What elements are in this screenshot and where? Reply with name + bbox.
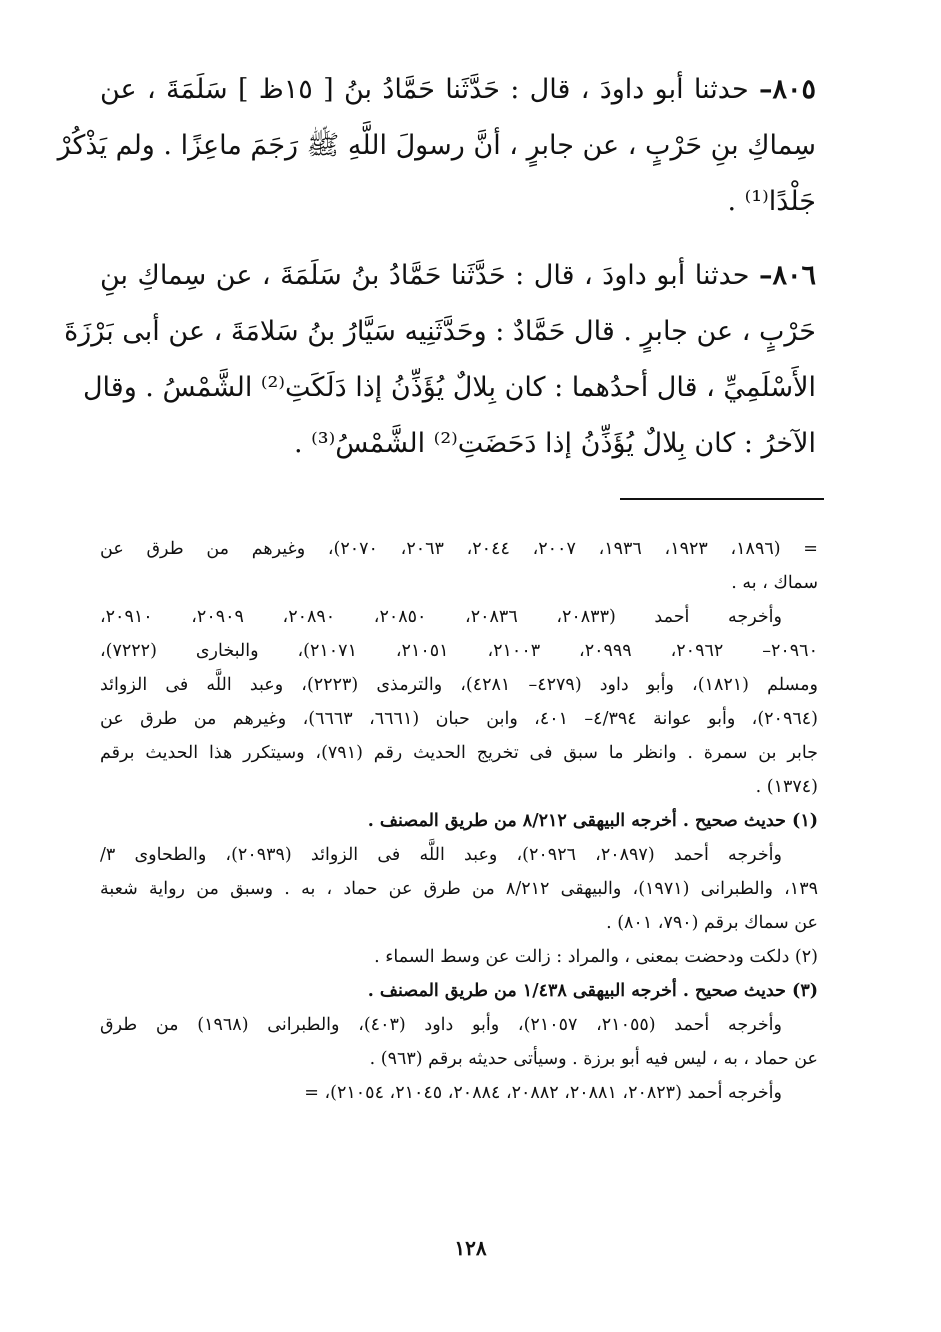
footnote-line: جابر بن سمرة . وانظر ما سبق فى تخريج الحديث رقم (٧٩١)، وسيتكرر هذا الحديث برقم bbox=[100, 743, 818, 763]
footnote-line: ٢٠٩٦٠– ٢٠٩٦٢، ٢٠٩٩٩، ٢١٠٠٣، ٢١٠٥١، ٢١٠٧١)، والبخارى (٧٢٢٢)، bbox=[100, 641, 818, 661]
footnote-line: ١٣٩، والطبرانى (١٩٧١)، والبيهقى ٨/٢١٢ من طرق عن حماد ، به . وسبق من رواية شعبة bbox=[100, 879, 818, 899]
footnote-line: ومسلم (١٨٢١)، وأبو داود (٤٢٧٩– ٤٢٨١)، والترمذى (٢٢٢٣)، وعبد اللَّه فى الزوائد bbox=[100, 675, 818, 695]
hadith-number: ٨٠٥– bbox=[758, 74, 816, 105]
footnote-line: عن سماك برقم (٧٩٠، ٨٠١) . bbox=[606, 913, 818, 933]
footnote-line: (١٣٧٤) . bbox=[755, 777, 818, 797]
footnote-line: وأخرجه أحمد (٢٠٨٩٧، ٢٠٩٢٦)، وعبد اللَّه فى الزوائد (٢٠٩٣٩)، والطحاوى ٣/ bbox=[100, 845, 782, 865]
footnotes bbox=[100, 532, 818, 1110]
footnote-divider bbox=[620, 498, 824, 500]
footnote-line: (٢٠٩٦٤)، وأبو عوانة ٤/٣٩٤– ٤٠١، وابن حبان (٦٦٦١، ٦٦٦٣)، وغيرهم من طرق عن bbox=[100, 709, 818, 729]
footnote-3: (٣) حديث صحيح . أخرجه البيهقى ١/٤٣٨ من طريق المصنف . bbox=[367, 981, 818, 1001]
page-number: ١٢٨ bbox=[454, 1236, 487, 1260]
hadith-line: الآخرُ : كان بِلالٌ يُؤَذِّنُ إذا دَحَضَتِ⁽²⁾ الشَّمْسُ⁽³⁾ . bbox=[294, 428, 816, 459]
footnote-1: (١) حديث صحيح . أخرجه البيهقى ٨/٢١٢ من طريق المصنف . bbox=[367, 811, 818, 831]
hadith-line: ٨٠٦– حدثنا أبو داودَ ، قال : حَدَّثَنا حَمَّادُ بنُ سَلَمَةَ ، عن سِماكِ بنِ bbox=[100, 260, 816, 291]
hadith-line: ٨٠٥– حدثنا أبو داودَ ، قال : حَدَّثَنا حَمَّادُ بنُ [ ١٥ظ ] سَلَمَةَ ، عن bbox=[100, 74, 816, 105]
footnote-line: وأخرجه أحمد (٢٠٨٢٣، ٢٠٨٨١، ٢٠٨٨٢، ٢٠٨٨٤، ٢١٠٤٥، ٢١٠٥٤)، = bbox=[304, 1083, 782, 1103]
footnote-2: (٢) دلكت ودحضت بمعنى ، والمراد : زالت عن وسط السماء . bbox=[374, 947, 818, 967]
hadith-line: جَلْدًا⁽¹⁾ . bbox=[727, 186, 816, 217]
footnote-line: سماك ، به . bbox=[731, 573, 818, 593]
main-text bbox=[57, 62, 816, 490]
footnote-line: وأخرجه أحمد (٢٠٨٣٣، ٢٠٨٣٦، ٢٠٨٥٠، ٢٠٨٩٠، ٢٠٩٠٩، ٢٠٩١٠، bbox=[100, 607, 782, 627]
footnote-line: وأخرجه أحمد (٢١٠٥٥، ٢١٠٥٧)، وأبو داود (٤٠٣)، والطبرانى (١٩٦٨) من طرق bbox=[100, 1015, 782, 1035]
hadith-805 bbox=[57, 62, 816, 230]
hadith-number: ٨٠٦– bbox=[758, 260, 816, 291]
hadith-line: الأَسْلَمِيِّ ، قال أحدُهما : كان بِلالٌ يُؤَذِّنُ إذا دَلَكَتِ⁽²⁾ الشَّمْسُ . وقال bbox=[82, 372, 816, 403]
hadith-line: سِماكِ بنِ حَرْبٍ ، عن جابرٍ ، أنَّ رسولَ اللَّهِ ﷺ رَجَمَ ماعِزًا . ولم يَذْكُرْ bbox=[57, 130, 816, 161]
footnote-line: = (١٨٩٦، ١٩٢٣، ١٩٣٦، ٢٠٠٧، ٢٠٤٤، ٢٠٦٣، ٢٠٧٠)، وغيرهم من طرق عن bbox=[100, 539, 818, 559]
footnote-line: عن حماد ، به ، ليس فيه أبو برزة . وسيأتى حديثه برقم (٩٦٣) . bbox=[369, 1049, 818, 1069]
hadith-806 bbox=[64, 248, 816, 472]
hadith-line: حَرْبٍ ، عن جابرٍ . قال حَمَّادٌ : وحَدَّثَنِيه سَيَّارُ بنُ سَلامَةَ ، عن أبى بَرْزَةَ bbox=[64, 316, 816, 347]
